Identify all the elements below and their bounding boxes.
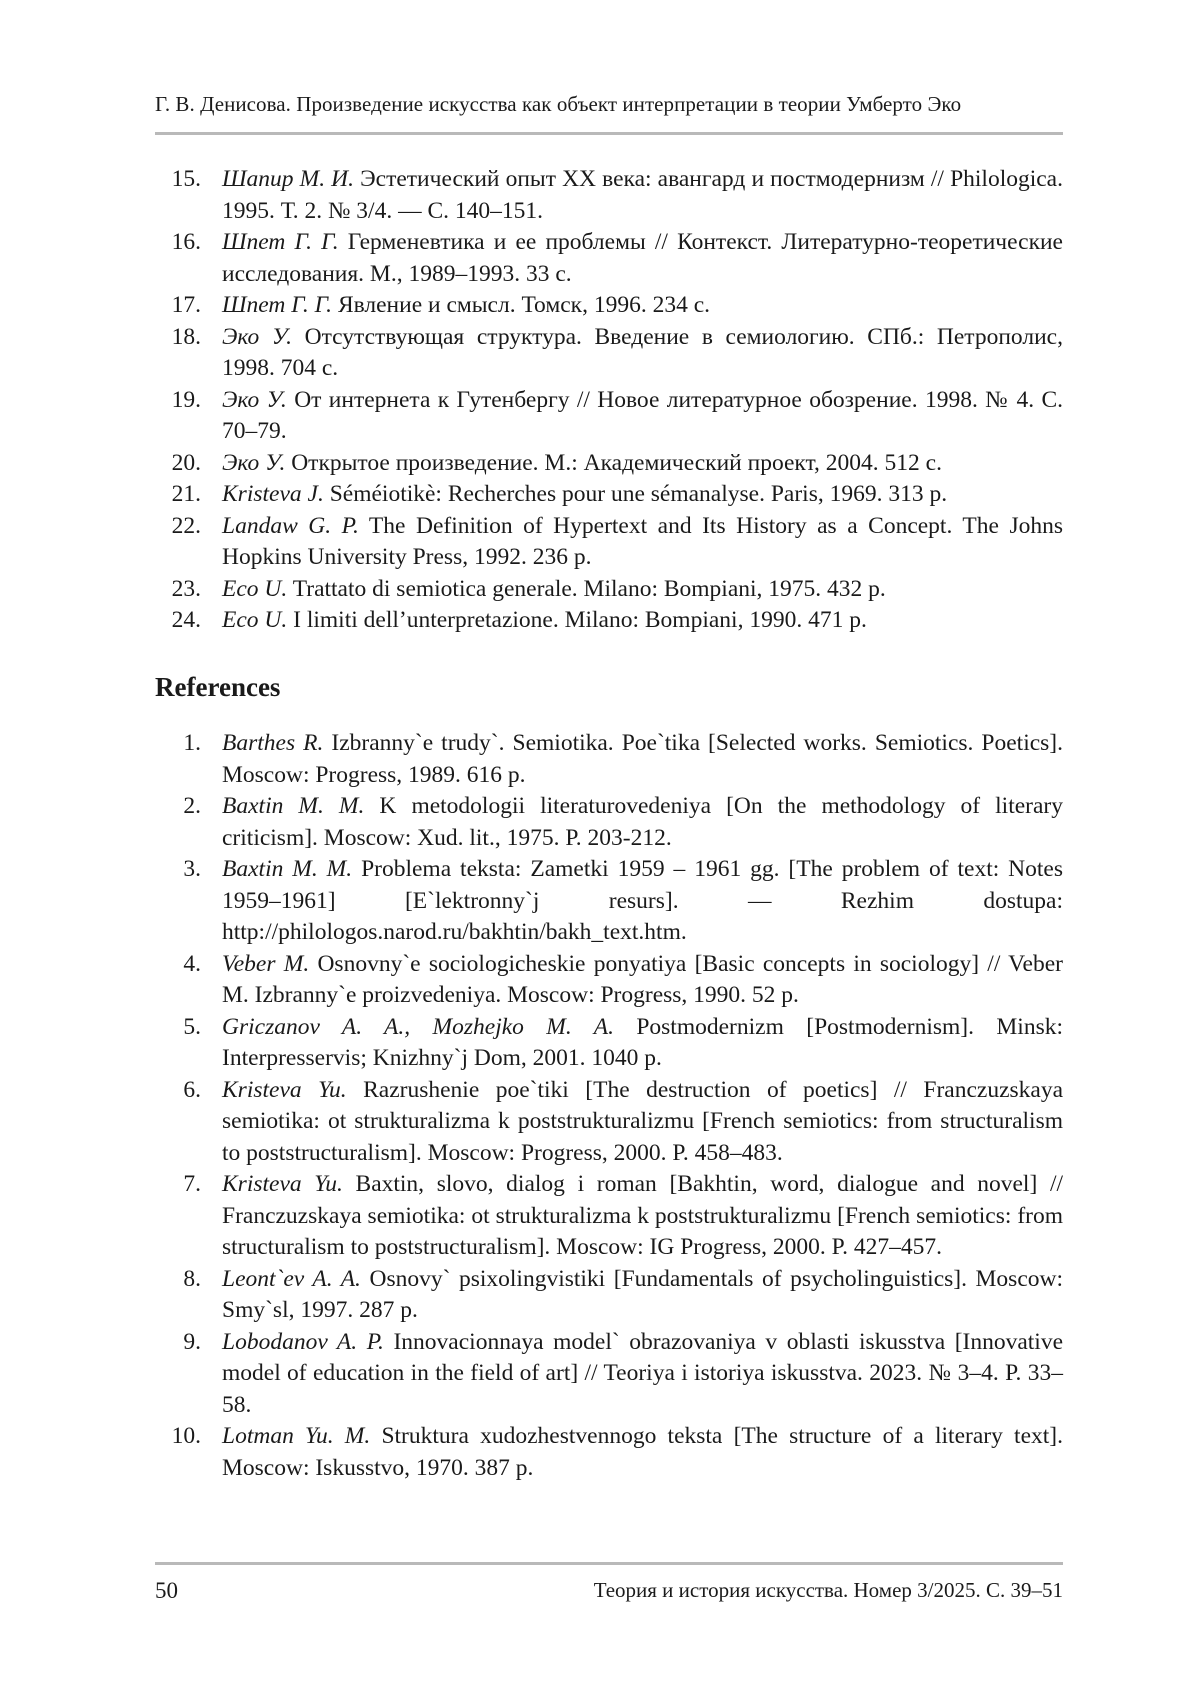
item-number: 19. [171, 386, 201, 413]
item-number: 1. [183, 730, 201, 756]
item-number: 16. [171, 229, 201, 255]
page-number: 50 [155, 1578, 178, 1603]
item-number: 8. [183, 1265, 201, 1292]
item-author: Baxtin M. M. [222, 793, 365, 819]
list-item [155, 574, 1063, 606]
item-number: 22. [171, 512, 201, 539]
item-author: Kristeva J. [222, 481, 324, 507]
item-text: I limiti dell’unterpretazione. Milano: Bompiani, 1990. 471 p. [293, 607, 867, 633]
item-text: Innovacionnaya model` obrazovaniya v oblasti iskusstva [Innovative model of education in the field of art] // Teoriya i istoriya iskusstva. 2023. № 3–4. P. 33–58. [222, 1328, 1064, 1418]
header-rule [155, 132, 1063, 135]
item-number: 20. [171, 449, 201, 476]
list-item [155, 448, 1063, 480]
item-number: 15. [171, 166, 201, 192]
item-text: Problema teksta: Zametki 1959 – 1961 gg. [The problem of text: Notes 1959–1961] [E`lektronny`j resurs]. — Rezhim dostupa: http://philologos.narod.ru/bakhtin/bakh_text.htm. [222, 856, 1064, 945]
item-number: 6. [183, 1076, 201, 1103]
item-number: 17. [171, 292, 201, 318]
item-text: Struktura xudozhestvennogo teksta [The structure of a literary text]. Moscow: Iskusstvo, 1970. 387 p. [222, 1423, 1063, 1481]
item-number: 5. [183, 1013, 201, 1040]
item-author: Baxtin M. M. [222, 856, 353, 882]
list-item [155, 1264, 1063, 1327]
list-item [155, 164, 1063, 227]
item-number: 7. [183, 1171, 201, 1197]
item-author: Leont`ev A. A. [222, 1265, 361, 1292]
item-number: 3. [183, 856, 201, 882]
item-text: От интернета к Гутенбергу // Новое литературное обозрение. 1998. № 4. С. 70–79. [222, 386, 1064, 444]
item-text: Osnovy` psixolingvistiki [Fundamentals of psycholinguistics]. Moscow: Smy`sl, 1997. 287 p. [222, 1265, 1063, 1323]
item-author: Эко У. [222, 449, 286, 476]
list-item [155, 854, 1063, 949]
list-item [155, 1169, 1063, 1264]
item-number: 10. [171, 1423, 201, 1449]
item-text: Postmodernizm [Postmodernism]. Minsk: Interpresservis; Knizhny`j Dom, 2001. 1040 p. [222, 1013, 1063, 1071]
item-text: Trattato di semiotica generale. Milano: Bompiani, 1975. 432 p. [292, 575, 886, 602]
item-text: Razrushenie poe`tiki [The destruction of poetics] // Franczuzskaya semiotika: ot strukturalizma k poststrukturalizmu [French semiotics: from structuralism to poststructuralism]. Moscow: Progress, 2000. P. 458–483. [222, 1076, 1064, 1166]
item-author: Eco U. [222, 575, 288, 602]
item-text: Открытое произведение. М.: Академический проект, 2004. 512 с. [291, 449, 942, 476]
list-item [155, 728, 1063, 791]
item-author: Шпет Г. Г. [222, 229, 339, 255]
list-item [155, 322, 1063, 385]
footer-rule [155, 1562, 1063, 1565]
item-text: Отсутствующая структура. Введение в семиологию. СПб.: Петрополис, 1998. 704 с. [222, 323, 1063, 381]
item-number: 21. [171, 481, 201, 507]
item-author: Шпет Г. Г. [222, 292, 333, 318]
list-item [155, 479, 1063, 511]
item-text: Osnovny`e sociologicheskie ponyatiya [Basic concepts in sociology] // Veber M. Izbranny`e proizvedeniya. Moscow: Progress, 1990. 52 p. [222, 950, 1063, 1008]
item-number: 24. [171, 607, 201, 633]
list-item [155, 1421, 1063, 1484]
item-author: Griczanov A. A., Mozhejko M. A. [222, 1013, 614, 1040]
running-title: Г. В. Денисова. Произведение искусства как объект интерпретации в теории Умберто Эко [155, 92, 962, 116]
item-number: 23. [171, 575, 201, 602]
list-item [155, 949, 1063, 1012]
item-author: Эко У. [222, 323, 293, 350]
item-text: Baxtin, slovo, dialog i roman [Bakhtin, word, dialogue and novel] // Franczuzskaya semiotika: ot strukturalizma k poststrukturalizmu [French semiotics: from structuralism to poststructuralism]. Moscow: IG Progress, 2000. P. 427–457. [222, 1171, 1064, 1260]
item-number: 18. [171, 323, 201, 350]
literature-list [155, 164, 1063, 637]
references-list [155, 728, 1063, 1484]
list-item [155, 1075, 1063, 1170]
list-item [155, 227, 1063, 290]
item-text: Явление и смысл. Томск, 1996. 234 с. [337, 292, 711, 318]
references-heading: References [155, 672, 281, 702]
item-author: Kristeva Yu. [222, 1171, 343, 1197]
list-item [155, 605, 1063, 637]
item-author: Eco U. [222, 607, 288, 633]
item-text: Séméiotikè: Recherches pour une sémanalyse. Paris, 1969. 313 p. [329, 481, 948, 507]
list-item [155, 1327, 1063, 1422]
item-author: Barthes R. [222, 730, 324, 756]
item-text: K metodologii literaturovedeniya [On the methodology of literary criticism]. Moscow: Xud. lit., 1975. P. 203-212. [222, 793, 1063, 851]
item-author: Veber M. [222, 950, 310, 977]
list-item [155, 290, 1063, 322]
item-text: Герменевтика и ее проблемы // Контекст. Литературно-теоретические исследования. М., 1989–1993. 33 с. [222, 229, 1063, 287]
list-item [155, 1012, 1063, 1075]
item-author: Эко У. [222, 386, 287, 413]
item-number: 2. [183, 793, 201, 819]
item-text: The Definition of Hypertext and Its History as a Concept. The Johns Hopkins University Press, 1992. 236 p. [222, 512, 1064, 570]
item-author: Kristeva Yu. [222, 1076, 347, 1103]
item-number: 4. [183, 950, 201, 977]
item-number: 9. [183, 1328, 201, 1355]
item-author: Landaw G. P. [222, 512, 359, 539]
item-author: Lotman Yu. M. [222, 1423, 371, 1449]
journal-info: Теория и история искусства. Номер 3/2025. С. 39–51 [593, 1578, 1063, 1602]
item-text: Эстетический опыт XX века: авангард и постмодернизм // Philologica. 1995. Т. 2. № 3/4. — С. 140–151. [222, 166, 1063, 224]
list-item [155, 511, 1063, 574]
item-author: Шапир М. И. [222, 166, 355, 192]
list-item [155, 385, 1063, 448]
item-text: Izbranny`e trudy`. Semiotika. Poe`tika [Selected works. Semiotics. Poetics]. Moscow: Progress, 1989. 616 p. [222, 730, 1064, 788]
list-item [155, 791, 1063, 854]
item-author: Lobodanov A. P. [222, 1328, 384, 1355]
